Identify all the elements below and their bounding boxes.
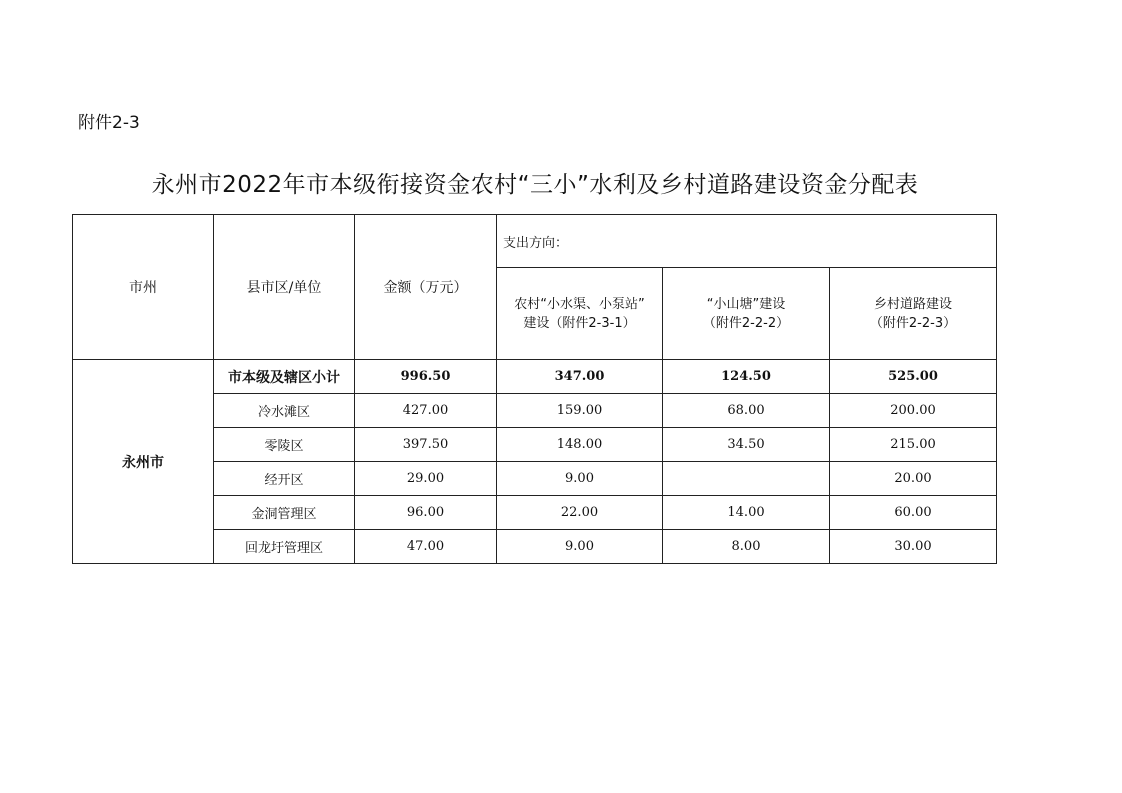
road-cell: 200.00 [830,394,997,428]
pond-cell: 34.50 [663,428,830,462]
header-amount: 金额（万元） [355,215,497,360]
canal-cell: 347.00 [497,360,663,394]
header-pond [663,268,830,360]
header-pond-line2: （附件2-2-2） [702,315,790,331]
canal-cell: 9.00 [497,462,663,496]
unit-cell: 零陵区 [214,428,355,462]
header-road-line2: （附件2-2-3） [869,315,957,331]
road-cell: 525.00 [830,360,997,394]
header-canal [497,268,663,360]
unit-cell: 冷水滩区 [214,394,355,428]
road-cell: 30.00 [830,530,997,564]
pond-cell: 8.00 [663,530,830,564]
header-canal-line1: 农村“小水渠、小泵站” [514,296,645,312]
road-cell: 60.00 [830,496,997,530]
header-road [830,268,997,360]
amount-cell: 427.00 [355,394,497,428]
header-canal-line2: 建设（附件2-3-1） [523,315,636,331]
amount-cell: 397.50 [355,428,497,462]
amount-cell: 29.00 [355,462,497,496]
header-road-line1: 乡村道路建设 [874,296,953,312]
pond-cell: 68.00 [663,394,830,428]
canal-cell: 9.00 [497,530,663,564]
allocation-table [72,214,997,564]
amount-cell: 996.50 [355,360,497,394]
road-cell: 215.00 [830,428,997,462]
pond-cell [663,462,830,496]
unit-cell: 经开区 [214,462,355,496]
amount-cell: 96.00 [355,496,497,530]
unit-cell: 金洞管理区 [214,496,355,530]
header-unit: 县市区/单位 [214,215,355,360]
unit-cell: 市本级及辖区小计 [214,360,355,394]
header-pond-line1: “小山塘”建设 [706,296,786,312]
unit-cell: 回龙圩管理区 [214,530,355,564]
header-row-1 [73,215,997,268]
road-cell: 20.00 [830,462,997,496]
amount-cell: 47.00 [355,530,497,564]
attachment-label: 附件2-3 [78,113,140,133]
canal-cell: 148.00 [497,428,663,462]
page-title: 永州市2022年市本级衔接资金农村“三小”水利及乡村道路建设资金分配表 [151,172,919,198]
pond-cell: 14.00 [663,496,830,530]
header-direction: 支出方向： [497,215,997,268]
city-cell: 永州市 [73,360,214,564]
canal-cell: 159.00 [497,394,663,428]
table-row-subtotal [73,360,997,394]
canal-cell: 22.00 [497,496,663,530]
pond-cell: 124.50 [663,360,830,394]
header-city: 市州 [73,215,214,360]
